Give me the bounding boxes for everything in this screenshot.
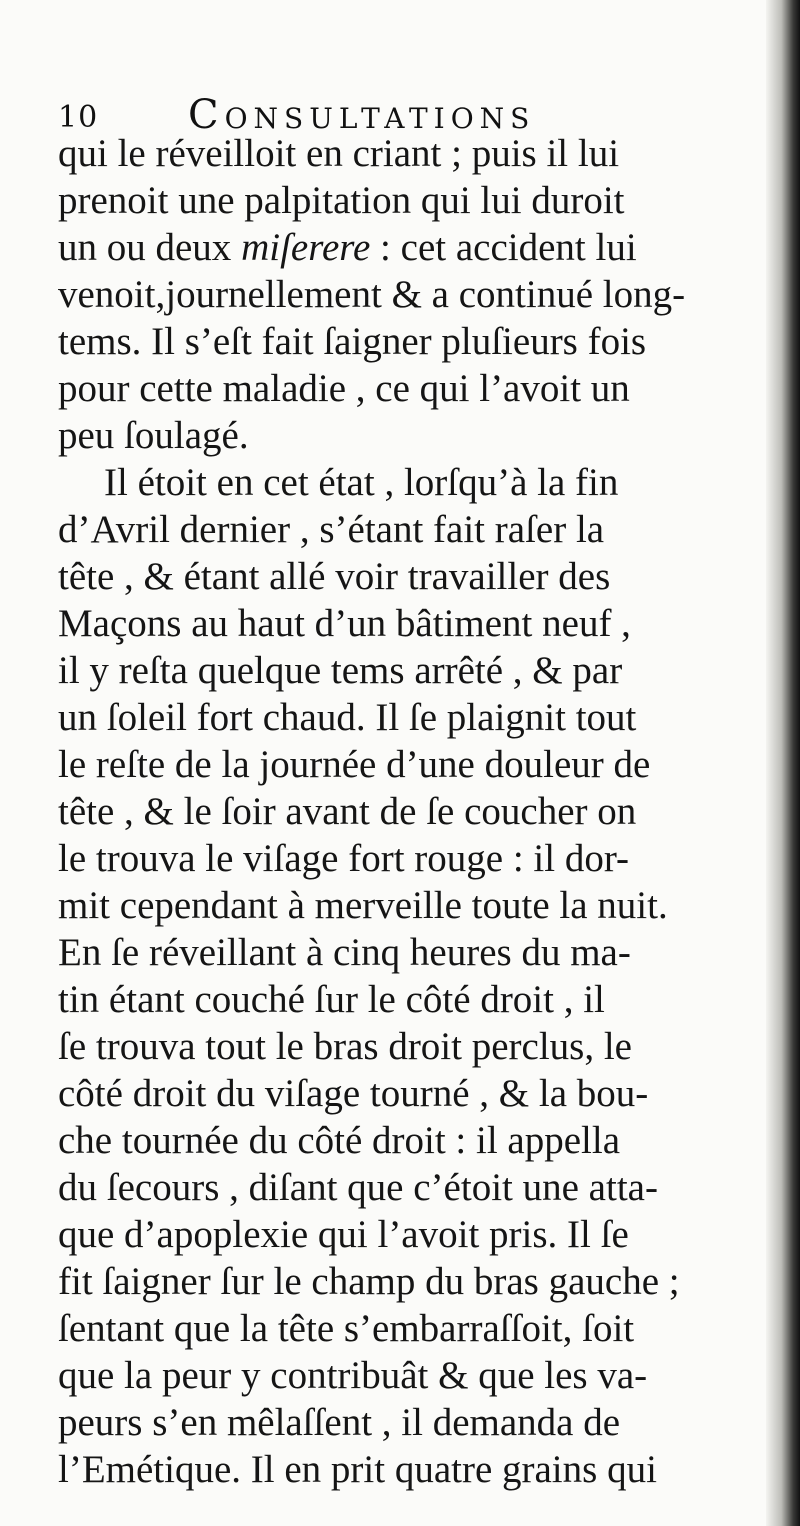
text-line: venoit,journellement & a continué long- [58,273,686,316]
text-line: peurs s’en mêlaſſent , il demanda de [58,1401,621,1444]
text-line: fit ſaigner ſur le champ du bras gauche ; [58,1260,680,1303]
text-line: le trouva le viſage fort rouge : il dor- [58,837,630,880]
text-line: mit cependant à merveille toute la nuit. [58,884,668,927]
paragraph-start-line: Il étoit en cet état , lorſqu’à la fin [104,461,619,504]
text-line: peu ſoulagé. [58,414,249,457]
text-line: che tournée du côté droit : il appella [58,1119,621,1162]
text-line: ſe trouva tout le bras droit perclus, le [58,1025,632,1068]
text-line: il y reſta quelque tems arrêté , & par [58,649,623,692]
italic-word: miſerere [241,226,371,269]
text-line: qui le réveilloit en criant ; puis il lui [58,132,620,175]
text-line: prenoit une palpitation qui lui duroit [58,179,625,222]
text-line: tête , & étant allé voir travailler des [58,555,611,598]
page-number: 10 [58,100,99,135]
text-line-start: un ou deux [58,226,232,269]
text-line: que la peur y contribuât & que les va- [58,1354,648,1397]
text-line-end: : cet accident lui [380,226,637,269]
text-line: pour cette maladie , ce qui l’avoit un [58,367,630,410]
text-line: que d’apoplexie qui l’avoit pris. Il ſe [58,1213,629,1256]
text-line: tin étant couché ſur le côté droit , il [58,978,605,1021]
text-line: Maçons au haut d’un bâtiment neuf , [58,602,631,645]
text-line [58,224,770,271]
text-line: d’Avril dernier , s’étant fait raſer la [58,508,605,551]
text-line: du ſecours , diſant que c’étoit une atta- [58,1166,658,1209]
text-line: l’Emétique. Il en prit quatre grains qui [58,1448,657,1491]
page-edge-shadow [766,0,800,1526]
running-head: Consultations [188,92,536,138]
text-line: En ſe réveillant à cinq heures du ma- [58,931,631,974]
text-line: tems. Il s’eſt fait ſaigner pluſieurs fois [58,320,647,363]
text-line: côté droit du viſage tourné , & la bou- [58,1072,649,1115]
text-line: un ſoleil fort chaud. Il ſe plaignit tout [58,696,637,739]
text-line: tête , & le ſoir avant de ſe coucher on [58,790,637,833]
text-line: le reſte de la journée d’une douleur de [58,743,651,786]
text-line: ſentant que la tête s’embarraſſoit, ſoit [58,1307,635,1350]
body-text [58,130,770,1493]
